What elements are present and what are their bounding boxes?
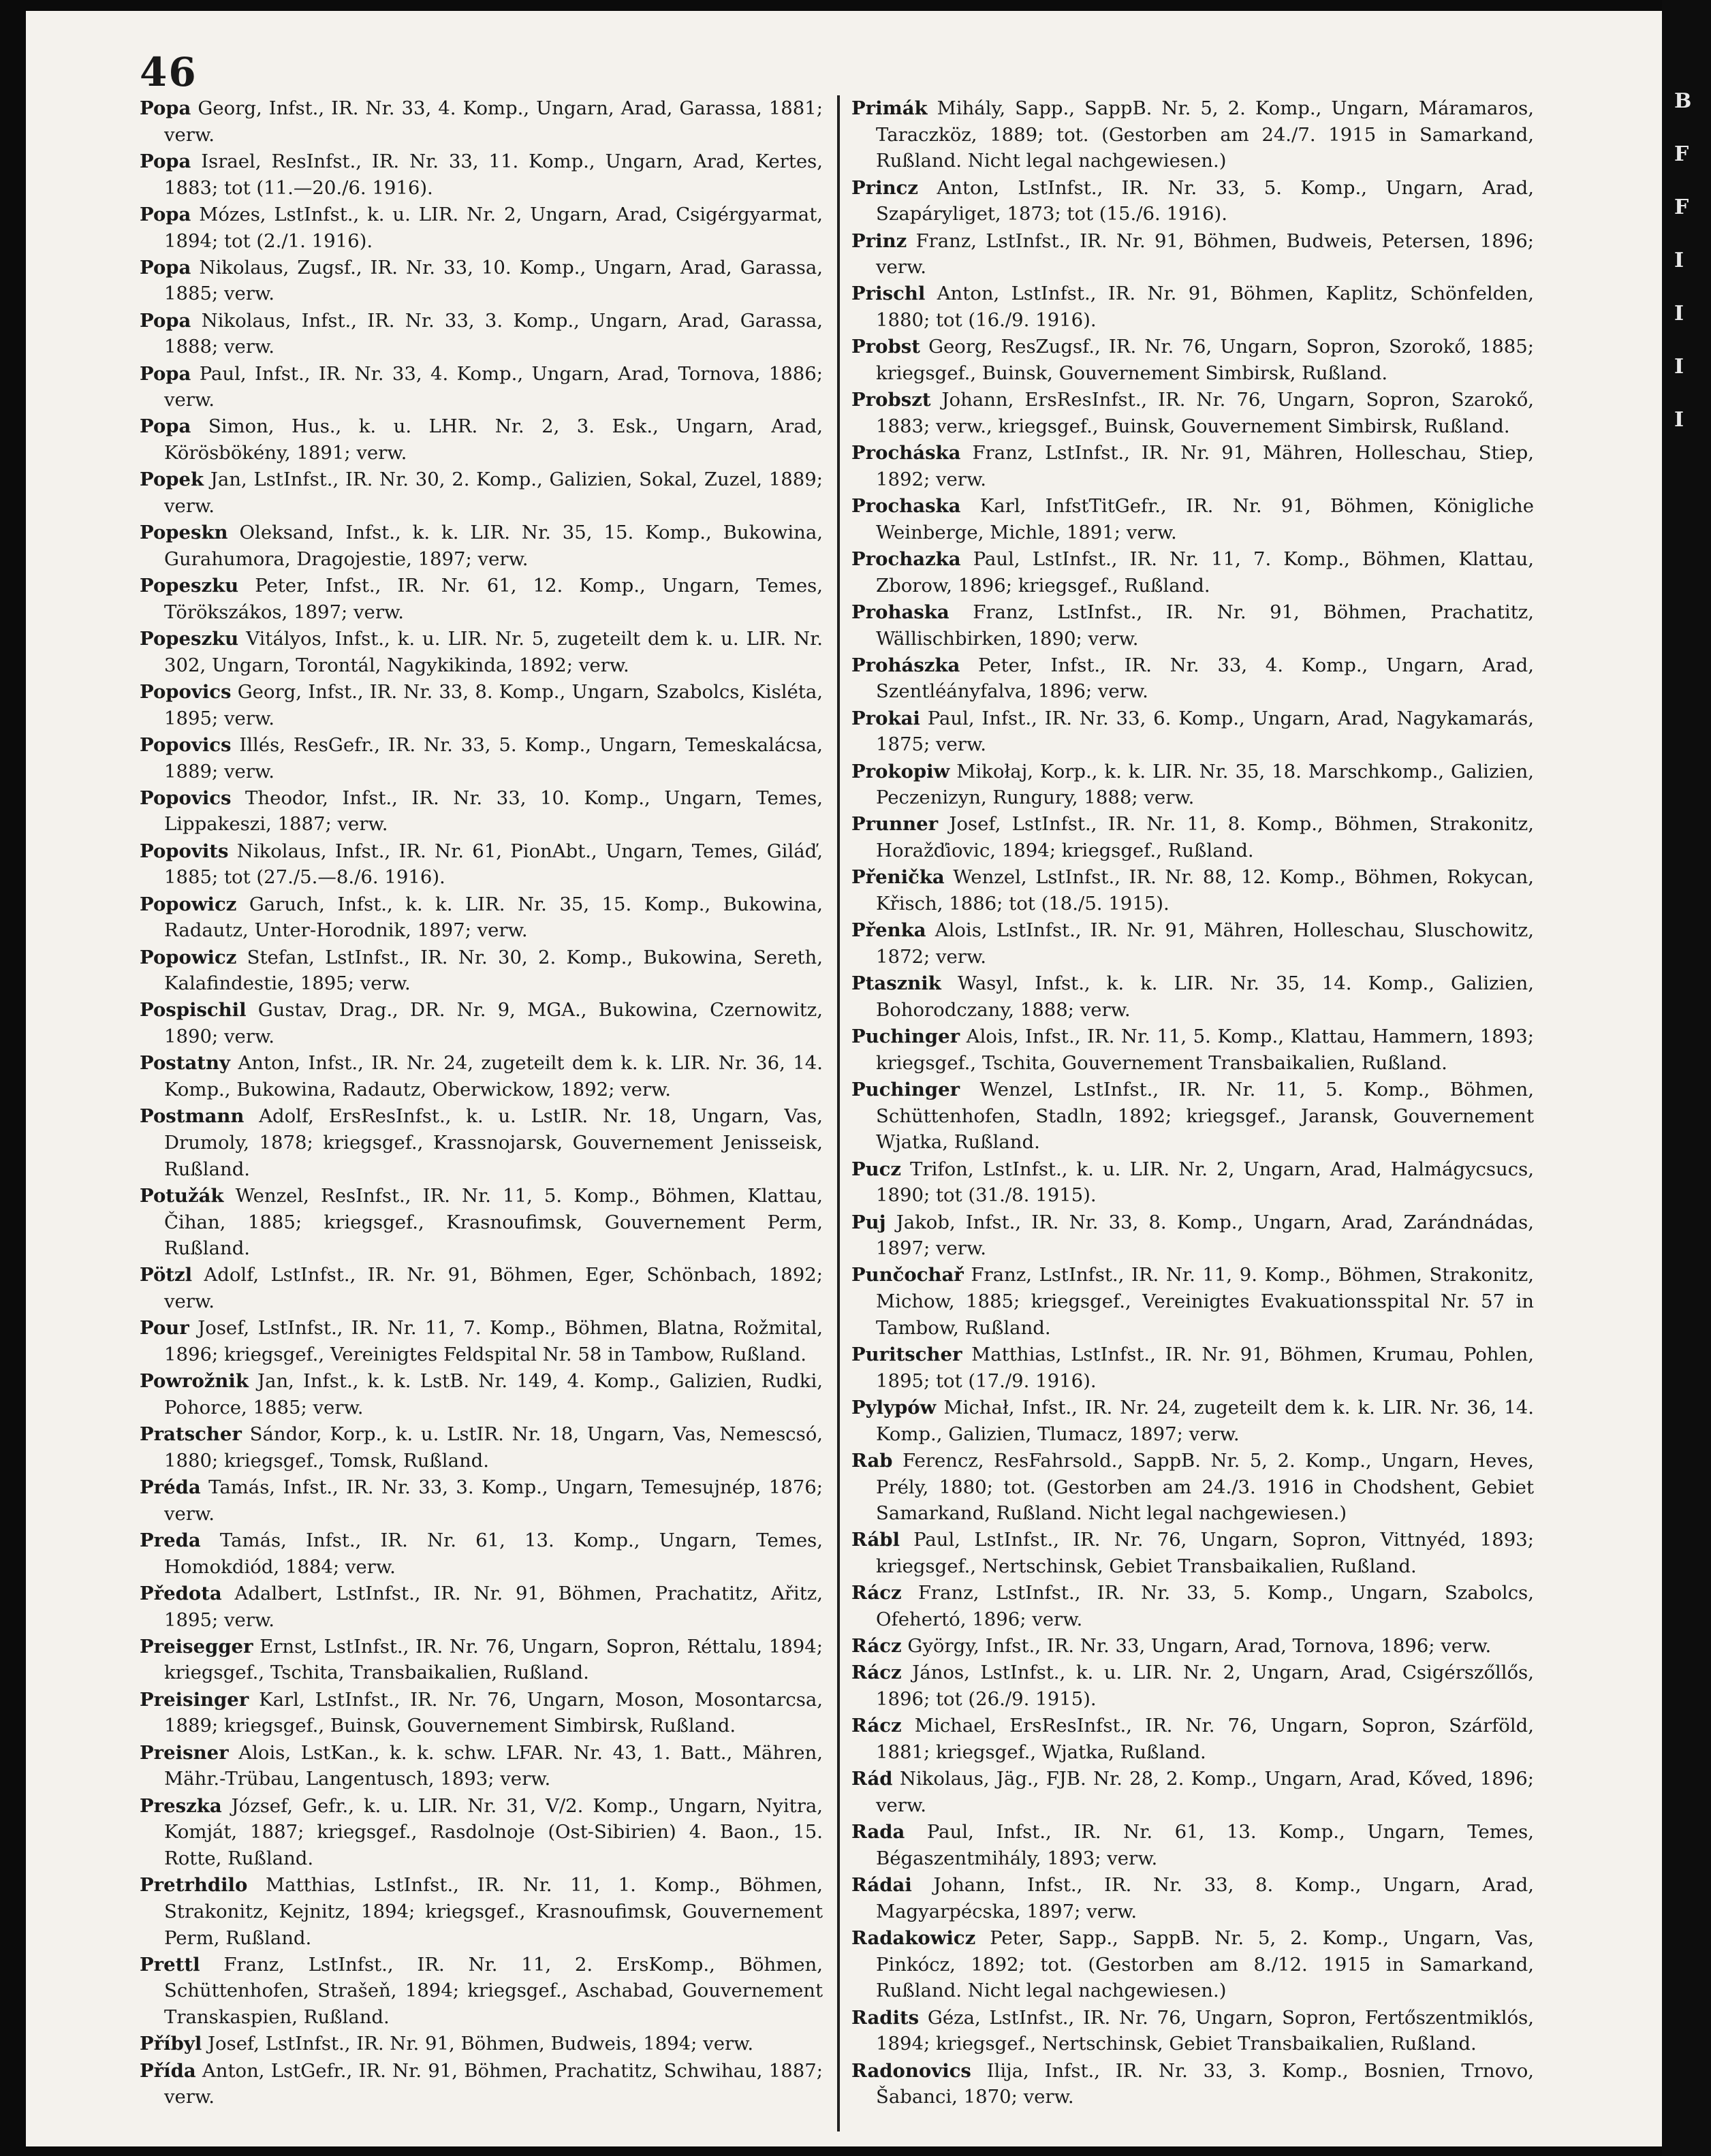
entry-surname: Popeszku <box>140 628 239 650</box>
list-entry <box>851 1262 1534 1341</box>
list-entry <box>140 626 823 678</box>
entry-details: Peter, Sapp., SappB. Nr. 5, 2. Komp., Ungarn, Vas, Pinkócz, 1892; tot. (Gestorben am 8./12. 1915 in Samarkand, Rußland. Nicht legal nachgewiesen.) <box>876 1927 1534 2002</box>
entry-details: Wenzel, ResInfst., IR. Nr. 11, 5. Komp., Böhmen, Klattau, Čihan, 1885; kriegsgef., Krasnoufimsk, Gouvernement Perm, Rußland. <box>164 1184 823 1260</box>
entry-details: Nikolaus, Infst., IR. Nr. 33, 3. Komp., Ungarn, Arad, Garassa, 1888; verw. <box>164 309 823 358</box>
entry-surname: Popeszku <box>140 575 239 597</box>
entry-surname: Popa <box>140 415 191 438</box>
scan-border-left <box>0 0 26 2156</box>
entry-surname: Rácz <box>851 1715 902 1737</box>
entry-details: Ferencz, ResFahrsold., SappB. Nr. 5, 2. Komp., Ungarn, Heves, Prély, 1880; tot. (Gestorben am 24./3. 1916 in Chodshent, Gebiet Samarkand, Rußland. Nicht legal nachgewiesen.) <box>876 1449 1534 1525</box>
edge-letter: I <box>1674 408 1684 432</box>
entry-surname: Pucz <box>851 1158 902 1180</box>
edge-letter: I <box>1674 355 1684 379</box>
list-entry <box>140 1262 823 1314</box>
entry-details: Theodor, Infst., IR. Nr. 33, 10. Komp., Ungarn, Temes, Lippakeszi, 1887; verw. <box>164 787 823 836</box>
list-entry <box>140 1634 823 1686</box>
list-entry <box>851 1395 1534 1447</box>
entry-details: Jan, Infst., k. k. LstB. Nr. 149, 4. Komp., Galizien, Rudki, Pohorce, 1885; verw. <box>164 1370 823 1418</box>
scan-border-top <box>0 0 1711 11</box>
entry-details: Karl, InfstTitGefr., IR. Nr. 91, Böhmen, Königliche Weinberge, Michle, 1891; verw. <box>876 495 1535 543</box>
entry-details: Anton, LstInfst., IR. Nr. 33, 5. Komp., Ungarn, Arad, Szapáryliget, 1873; tot (15./6. 1916). <box>876 176 1534 225</box>
list-entry <box>140 1474 823 1527</box>
entry-details: Anton, LstGefr., IR. Nr. 91, Böhmen, Prachatitz, Schwihau, 1887; verw. <box>164 2059 823 2108</box>
left-column <box>140 95 823 2110</box>
entry-surname: Radits <box>851 2006 920 2029</box>
entry-surname: Předota <box>140 1582 222 1604</box>
entry-surname: Pratscher <box>140 1423 242 1446</box>
list-entry <box>851 599 1534 652</box>
entry-surname: Preisegger <box>140 1635 253 1658</box>
edge-letter: I <box>1674 249 1684 272</box>
entry-details: Paul, LstInfst., IR. Nr. 76, Ungarn, Sopron, Vittnyéd, 1893; kriegsgef., Nertschinsk, Gebiet Transbaikalien, Rußland. <box>876 1529 1535 1578</box>
list-entry <box>851 706 1534 758</box>
column-divider <box>837 95 840 2131</box>
list-entry <box>140 891 823 944</box>
entry-details: Adolf, ErsResInfst., k. u. LstIR. Nr. 18, Ungarn, Vas, Drumoly, 1878; kriegsgef., Krassnojarsk, Gouvernement Jenisseisk, Rußland. <box>164 1105 823 1180</box>
list-entry <box>140 945 823 997</box>
entry-details: Karl, LstInfst., IR. Nr. 76, Ungarn, Moson, Mosontarcsa, 1889; kriegsgef., Buinsk, Gouvernement Simbirsk, Rußland. <box>164 1688 823 1737</box>
edge-letter: F <box>1674 142 1689 166</box>
list-entry <box>851 759 1534 811</box>
entry-details: György, Infst., IR. Nr. 33, Ungarn, Arad, Tornova, 1896; verw. <box>907 1635 1492 1658</box>
entry-details: Matthias, LstInfst., IR. Nr. 11, 1. Komp., Böhmen, Strakonitz, Kejnitz, 1894; kriegsgef., Krasnoufimsk, Gouvernement Perm, Rußland. <box>164 1874 823 1949</box>
entry-details: Mihály, Sapp., SappB. Nr. 5, 2. Komp., Ungarn, Máramaros, Taraczköz, 1889; tot. (Gestorben am 24./7. 1915 in Samarkand, Rußland. Nicht legal nachgewiesen.) <box>876 97 1534 172</box>
entry-details: Nikolaus, Infst., IR. Nr. 61, PionAbt., Ungarn, Temes, Giláď, 1885; tot (27./5.—8./6. 1916). <box>164 840 823 889</box>
list-entry <box>851 1633 1534 1660</box>
entry-surname: Preisinger <box>140 1688 249 1711</box>
list-entry <box>851 2005 1534 2057</box>
entry-details: Franz, LstInfst., IR. Nr. 11, 2. ErsKomp., Böhmen, Schüttenhofen, Strašeň, 1894; kriegsgef., Aschabad, Gouvernement Transkaspien, Rußland. <box>164 1953 823 2029</box>
entry-surname: Prochaska <box>851 495 961 518</box>
entry-details: Vitályos, Infst., k. u. LIR. Nr. 5, zugeteilt dem k. u. LIR. Nr. 302, Ungarn, Torontál, Nagykikinda, 1892; verw. <box>164 628 823 676</box>
entry-details: Paul, Infst., IR. Nr. 61, 13. Komp., Ungarn, Temes, Bégaszentmihály, 1893; verw. <box>876 1821 1534 1869</box>
list-entry <box>851 1342 1534 1394</box>
list-entry <box>851 228 1534 281</box>
entry-surname: Popowicz <box>140 946 237 968</box>
entry-details: Michał, Infst., IR. Nr. 24, zugeteilt dem k. k. LIR. Nr. 36, 14. Komp., Galizien, Tlumacz, 1897; verw. <box>876 1396 1534 1445</box>
entry-details: Ilija, Infst., IR. Nr. 33, 3. Komp., Bosnien, Trnovo, Šabanci, 1870; verw. <box>876 2059 1534 2108</box>
entry-details: Nikolaus, Zugsf., IR. Nr. 33, 10. Komp., Ungarn, Arad, Garassa, 1885; verw. <box>164 256 823 305</box>
entry-surname: Postatny <box>140 1052 230 1075</box>
entry-surname: Rácz <box>851 1582 902 1604</box>
entry-surname: Rácz <box>851 1635 902 1658</box>
entry-details: Peter, Infst., IR. Nr. 33, 4. Komp., Ungarn, Arad, Szentléányfalva, 1896; verw. <box>876 654 1534 703</box>
entry-details: Géza, LstInfst., IR. Nr. 76, Ungarn, Sopron, Fertőszentmiklós, 1894; kriegsgef., Nertschinsk, Gebiet Transbaikalien, Rußland. <box>876 2006 1534 2055</box>
entry-surname: Pour <box>140 1317 189 1339</box>
list-entry <box>140 1368 823 1421</box>
entry-surname: Popa <box>140 203 191 225</box>
entry-details: Paul, Infst., IR. Nr. 33, 6. Komp., Ungarn, Arad, Nagykamarás, 1875; verw. <box>876 707 1534 756</box>
list-entry <box>851 1660 1534 1712</box>
list-entry <box>140 413 823 466</box>
edge-letter: I <box>1674 302 1684 326</box>
entry-surname: Powrožnik <box>140 1370 249 1393</box>
entry-details: Georg, Infst., IR. Nr. 33, 4. Komp., Ungarn, Arad, Garassa, 1881; verw. <box>164 97 823 146</box>
list-entry <box>140 361 823 413</box>
entry-surname: Princz <box>851 176 918 199</box>
entry-surname: Prischl <box>851 283 926 305</box>
list-entry <box>851 917 1534 970</box>
entry-details: Oleksand, Infst., k. k. LIR. Nr. 35, 15. Komp., Bukowina, Gurahumora, Dragojestie, 1897; verw. <box>164 522 823 570</box>
entry-details: Jan, LstInfst., IR. Nr. 30, 2. Komp., Galizien, Sokal, Zuzel, 1889; verw. <box>164 469 823 518</box>
entry-details: Adalbert, LstInfst., IR. Nr. 91, Böhmen, Prachatitz, Ařitz, 1895; verw. <box>164 1582 823 1631</box>
entry-surname: Primák <box>851 97 928 119</box>
entry-details: Ernst, LstInfst., IR. Nr. 76, Ungarn, Sopron, Réttalu, 1894; kriegsgef., Tschita, Transbaikalien, Rußland. <box>164 1635 823 1684</box>
entry-details: Michael, ErsResInfst., IR. Nr. 76, Ungarn, Sopron, Szárföld, 1881; kriegsgef., Wjatka, Rußland. <box>876 1715 1534 1764</box>
entry-details: Alois, Infst., IR. Nr. 11, 5. Komp., Klattau, Hammern, 1893; kriegsgef., Tschita, Gouvernement Transbaikalien, Rußland. <box>876 1026 1534 1074</box>
entry-surname: Puritscher <box>851 1344 962 1366</box>
entry-surname: Rada <box>851 1821 905 1843</box>
list-entry <box>851 1156 1534 1209</box>
entry-surname: Prohászka <box>851 654 960 676</box>
entry-surname: Prettl <box>140 1953 200 1976</box>
adjacent-page-letters <box>1674 75 1706 552</box>
entry-surname: Popek <box>140 469 204 491</box>
entry-surname: Postmann <box>140 1105 245 1128</box>
list-entry <box>140 997 823 1049</box>
entry-surname: Popa <box>140 362 191 385</box>
entry-details: Georg, ResZugsf., IR. Nr. 76, Ungarn, Sopron, Szorokő, 1885; kriegsgef., Buinsk, Gouvernement Simbirsk, Rußland. <box>876 336 1534 385</box>
list-entry <box>851 970 1534 1023</box>
list-entry <box>140 1527 823 1580</box>
entry-surname: Rábl <box>851 1529 900 1551</box>
entry-details: Tamás, Infst., IR. Nr. 61, 13. Komp., Ungarn, Temes, Homokdiód, 1884; verw. <box>164 1529 823 1578</box>
list-entry <box>140 255 823 307</box>
entry-details: Trifon, LstInfst., k. u. LIR. Nr. 2, Ungarn, Arad, Halmágycsucs, 1890; tot (31./8. 1915). <box>876 1158 1534 1207</box>
entry-details: Wasyl, Infst., k. k. LIR. Nr. 35, 14. Komp., Galizien, Bohorodczany, 1888; verw. <box>876 972 1534 1021</box>
entry-details: Anton, Infst., IR. Nr. 24, zugeteilt dem k. k. LIR. Nr. 36, 14. Komp., Bukowina, Radautz, Oberwickow, 1892; verw. <box>164 1052 823 1101</box>
entry-surname: Radakowicz <box>851 1927 976 1950</box>
edge-letter: F <box>1674 195 1689 219</box>
entry-surname: Rád <box>851 1768 893 1790</box>
list-entry <box>140 573 823 625</box>
list-entry <box>140 679 823 731</box>
entry-details: Tamás, Infst., IR. Nr. 33, 3. Komp., Ungarn, Temesujnép, 1876; verw. <box>164 1476 823 1525</box>
entry-surname: Probst <box>851 336 920 358</box>
list-entry <box>851 440 1534 492</box>
list-entry <box>851 334 1534 386</box>
list-entry <box>140 95 823 148</box>
entry-surname: Prunner <box>851 813 939 836</box>
entry-details: Nikolaus, Jäg., FJB. Nr. 28, 2. Komp., Ungarn, Arad, Kőved, 1896; verw. <box>876 1768 1534 1816</box>
entry-details: Wenzel, LstInfst., IR. Nr. 88, 12. Komp., Böhmen, Rokycan, Křisch, 1886; tot (18./5. 1915). <box>876 866 1534 915</box>
entry-details: Franz, LstInfst., IR. Nr. 91, Böhmen, Budweis, Petersen, 1896; verw. <box>876 229 1534 279</box>
list-entry <box>851 1766 1534 1818</box>
entry-surname: Preisner <box>140 1741 229 1764</box>
list-entry <box>851 1448 1534 1527</box>
list-entry <box>851 175 1534 227</box>
entry-surname: Popowicz <box>140 893 237 915</box>
entry-surname: Popovics <box>140 787 232 809</box>
list-entry <box>140 1687 823 1739</box>
entry-surname: Puj <box>851 1211 886 1233</box>
entry-surname: Radonovics <box>851 2059 971 2082</box>
entry-details: Israel, ResInfst., IR. Nr. 33, 11. Komp., Ungarn, Arad, Kertes, 1883; tot (11.—20./6. 1916). <box>164 150 823 199</box>
list-entry <box>140 308 823 360</box>
entry-surname: Příbyl <box>140 2033 202 2055</box>
entry-details: Matthias, LstInfst., IR. Nr. 91, Böhmen, Krumau, Pohlen, 1895; tot (17./9. 1916). <box>876 1344 1534 1392</box>
entry-surname: Preszka <box>140 1794 222 1817</box>
entry-surname: Popa <box>140 309 191 332</box>
entry-details: Franz, LstInfst., IR. Nr. 91, Böhmen, Prachatitz, Wällischbirken, 1890; verw. <box>876 601 1534 650</box>
list-entry <box>140 1581 823 1633</box>
list-entry <box>140 1183 823 1262</box>
entry-surname: Prochazka <box>851 548 961 570</box>
right-column <box>851 95 1534 2110</box>
list-entry <box>140 785 823 838</box>
entry-surname: Pospischil <box>140 999 247 1021</box>
list-entry <box>140 148 823 201</box>
list-entry <box>851 1024 1534 1076</box>
list-entry <box>851 652 1534 705</box>
entry-details: Paul, LstInfst., IR. Nr. 11, 7. Komp., Böhmen, Klattau, Zborow, 1896; kriegsgef., Rußland. <box>876 548 1534 597</box>
entry-details: Adolf, LstInfst., IR. Nr. 91, Böhmen, Eger, Schönbach, 1892; verw. <box>164 1264 823 1313</box>
list-entry <box>140 1952 823 2031</box>
list-entry <box>851 387 1534 439</box>
entry-details: Johann, Infst., IR. Nr. 33, 8. Komp., Ungarn, Arad, Magyarpécska, 1897; verw. <box>876 1874 1534 1922</box>
list-entry <box>140 1103 823 1182</box>
entry-surname: Puchinger <box>851 1026 960 1048</box>
entry-details: Franz, LstInfst., IR. Nr. 91, Mähren, Holleschau, Stiep, 1892; verw. <box>876 442 1535 490</box>
entry-surname: Ptasznik <box>851 972 941 995</box>
entry-surname: Prokopiw <box>851 760 950 782</box>
entry-surname: Popeskn <box>140 522 228 544</box>
list-entry <box>851 95 1534 174</box>
entry-surname: Rácz <box>851 1662 902 1684</box>
entry-details: Sándor, Korp., k. u. LstIR. Nr. 18, Ungarn, Vas, Nemescsó, 1880; kriegsgef., Tomsk, Rußland. <box>164 1423 823 1472</box>
entry-details: Josef, LstInfst., IR. Nr. 91, Böhmen, Budweis, 1894; verw. <box>208 2033 754 2055</box>
entry-surname: Prohaska <box>851 601 949 623</box>
entry-details: Illés, ResGefr., IR. Nr. 33, 5. Komp., Ungarn, Temeskalácsa, 1889; verw. <box>164 733 823 782</box>
entry-details: Garuch, Infst., k. k. LIR. Nr. 35, 15. Komp., Bukowina, Radautz, Unter-Horodnik, 1897; verw. <box>164 893 823 942</box>
list-entry <box>140 1315 823 1367</box>
list-entry <box>851 546 1534 599</box>
list-entry <box>851 1925 1534 2004</box>
entry-details: Josef, LstInfst., IR. Nr. 11, 7. Komp., Böhmen, Blatna, Rožmital, 1896; kriegsgef., Vereinigtes Feldspital Nr. 58 in Tambow, Rußland. <box>164 1317 823 1366</box>
entry-surname: Rab <box>851 1449 893 1472</box>
entry-details: Alois, LstKan., k. k. schw. LFAR. Nr. 43, 1. Batt., Mähren, Mähr.-Trübau, Langentusch, 1893; verw. <box>164 1741 823 1790</box>
edge-letter: B <box>1674 89 1692 113</box>
scan-border-bottom <box>0 2146 1711 2156</box>
list-entry <box>851 1527 1534 1579</box>
entry-surname: Pretrhdilo <box>140 1874 248 1897</box>
list-entry <box>140 2058 823 2110</box>
list-entry <box>140 520 823 572</box>
entry-details: Josef, LstInfst., IR. Nr. 11, 8. Komp., Böhmen, Strakonitz, Horažďiovic, 1894; kriegsgef., Rußland. <box>876 813 1534 862</box>
entry-surname: Popa <box>140 256 191 279</box>
entry-details: Franz, LstInfst., IR. Nr. 11, 9. Komp., Böhmen, Strakonitz, Michow, 1885; kriegsgef., Vereinigtes Evakuationsspital Nr. 57 in Tambow, Rußland. <box>876 1264 1534 1339</box>
list-entry <box>851 281 1534 333</box>
list-entry <box>140 2031 823 2057</box>
list-entry <box>851 493 1534 545</box>
list-entry <box>851 1819 1534 1871</box>
entry-surname: Přída <box>140 2059 196 2082</box>
list-entry <box>140 202 823 254</box>
list-entry <box>851 1713 1534 1765</box>
entry-surname: Préda <box>140 1476 201 1499</box>
entry-details: Gustav, Drag., DR. Nr. 9, MGA., Bukowina, Czernowitz, 1890; verw. <box>164 999 823 1048</box>
entry-details: Simon, Hus., k. u. LHR. Nr. 2, 3. Esk., Ungarn, Arad, Körösbökény, 1891; verw. <box>164 415 823 464</box>
entry-details: Peter, Infst., IR. Nr. 61, 12. Komp., Ungarn, Temes, Törökszákos, 1897; verw. <box>164 575 823 623</box>
list-entry <box>851 811 1534 863</box>
list-entry <box>140 1740 823 1792</box>
entry-surname: Popovits <box>140 840 229 862</box>
list-entry <box>140 1050 823 1103</box>
list-entry <box>140 466 823 519</box>
list-entry <box>140 1872 823 1951</box>
list-entry <box>140 1421 823 1474</box>
page-number: 46 <box>140 49 198 95</box>
list-entry <box>851 864 1534 917</box>
entry-details: Mózes, LstInfst., k. u. LIR. Nr. 2, Ungarn, Arad, Csigérgyarmat, 1894; tot (2./1. 1916). <box>164 203 823 252</box>
entry-surname: Přenička <box>851 866 945 889</box>
entry-details: Alois, LstInfst., IR. Nr. 91, Mähren, Holleschau, Sluschowitz, 1872; verw. <box>876 919 1534 968</box>
entry-details: Georg, Infst., IR. Nr. 33, 8. Komp., Ungarn, Szabolcs, Kisléta, 1895; verw. <box>164 680 823 729</box>
list-entry <box>851 1580 1534 1632</box>
entry-details: Johann, ErsResInfst., IR. Nr. 76, Ungarn, Sopron, Szarokő, 1883; verw., kriegsgef., Buinsk, Gouvernement Simbirsk, Rußland. <box>876 389 1534 437</box>
entry-surname: Pylypów <box>851 1396 937 1418</box>
list-entry <box>851 1077 1534 1156</box>
list-entry <box>851 2058 1534 2110</box>
list-entry <box>851 1872 1534 1924</box>
entry-surname: Pötzl <box>140 1264 193 1286</box>
entry-details: Jakob, Infst., IR. Nr. 33, 8. Komp., Ungarn, Arad, Zarándnádas, 1897; verw. <box>876 1211 1534 1260</box>
entry-surname: Probszt <box>851 389 931 411</box>
entry-details: Mikołaj, Korp., k. k. LIR. Nr. 35, 18. Marschkomp., Galizien, Peczenizyn, Rungury, 1888; verw. <box>876 760 1534 809</box>
list-entry <box>140 838 823 891</box>
entry-details: Franz, LstInfst., IR. Nr. 33, 5. Komp., Ungarn, Szabolcs, Ofehertó, 1896; verw. <box>876 1582 1534 1631</box>
list-entry <box>140 732 823 784</box>
list-entry <box>851 1209 1534 1262</box>
entry-surname: Procháska <box>851 442 961 464</box>
entry-surname: Popovics <box>140 733 232 756</box>
entry-details: Anton, LstInfst., IR. Nr. 91, Böhmen, Kaplitz, Schönfelden, 1880; tot (16./9. 1916). <box>876 283 1534 332</box>
entry-details: Stefan, LstInfst., IR. Nr. 30, 2. Komp., Bukowina, Sereth, Kalafindestie, 1895; verw. <box>164 946 823 995</box>
entry-surname: Punčochař <box>851 1264 964 1286</box>
entry-details: János, LstInfst., k. u. LIR. Nr. 2, Ungarn, Arad, Csigérszőllős, 1896; tot (26./9. 1915). <box>876 1662 1534 1711</box>
entry-surname: Preda <box>140 1529 201 1551</box>
entry-surname: Popa <box>140 150 191 172</box>
list-entry <box>140 1793 823 1872</box>
entry-details: Paul, Infst., IR. Nr. 33, 4. Komp., Ungarn, Arad, Tornova, 1886; verw. <box>164 362 823 411</box>
entry-surname: Puchinger <box>851 1079 960 1101</box>
entry-surname: Rádai <box>851 1874 912 1897</box>
entry-details: József, Gefr., k. u. LIR. Nr. 31, V/2. Komp., Ungarn, Nyitra, Komját, 1887; kriegsgef., Rasdolnoje (Ost-Sibirien) 4. Baon., 15. Rotte, Rußland. <box>164 1794 823 1869</box>
entry-surname: Potužák <box>140 1184 224 1207</box>
entry-surname: Popovics <box>140 680 232 703</box>
entry-surname: Prinz <box>851 229 907 252</box>
entry-surname: Popa <box>140 97 191 119</box>
entry-surname: Prokai <box>851 707 920 729</box>
entry-surname: Přenka <box>851 919 926 942</box>
entry-details: Wenzel, LstInfst., IR. Nr. 11, 5. Komp., Böhmen, Schüttenhofen, Stadln, 1892; kriegsgef., Jaransk, Gouvernement Wjatka, Rußland. <box>876 1079 1535 1154</box>
